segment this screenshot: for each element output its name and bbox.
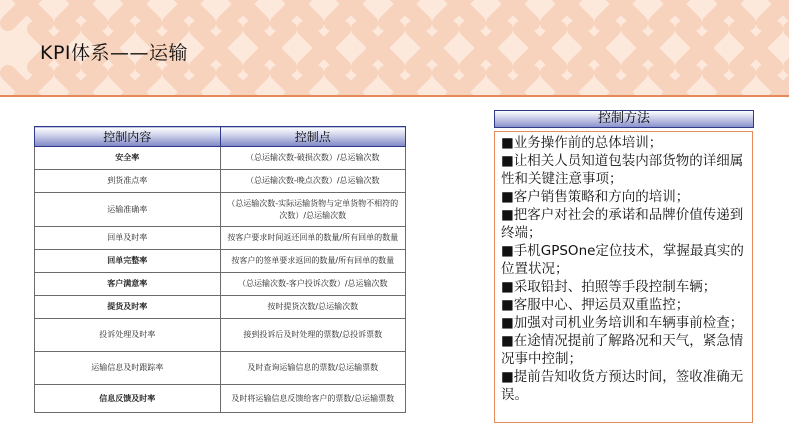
row-point: 及时查询运输信息的票数/总运输票数 [220,352,406,385]
method-item [501,296,749,314]
method-text: 客服中心、押运员双重监控； [513,297,690,313]
bullet-icon: ■ [501,297,514,313]
method-text: 采取铅封、拍照等手段控制车辆； [513,279,717,295]
column-header-content: 控制内容 [35,127,221,147]
method-item [501,332,749,368]
table-header-row [35,127,406,147]
row-name: 投诉处理及时率 [35,319,221,352]
row-name: 到货准点率 [35,170,221,193]
method-text: 在途情况提前了解路况和天气，紧急情况事中控制； [501,333,744,367]
row-name: 提货及时率 [35,296,221,319]
row-point: 按时提货次数/总运输次数 [220,296,406,319]
row-point: 按客户的签单要求返回的数量/所有回单的数量 [220,250,406,273]
bullet-icon: ■ [501,279,514,295]
kpi-table [34,126,406,413]
method-item [501,152,749,188]
table-row [35,147,406,170]
table-row [35,385,406,413]
table-row [35,273,406,296]
method-item [501,188,749,206]
bullet-icon: ■ [501,135,514,151]
table-row [35,319,406,352]
column-header-point: 控制点 [220,127,406,147]
method-item [501,278,749,296]
row-point: （总运输次数-晚点次数）/总运输次数 [220,170,406,193]
method-item [501,368,749,404]
table-row [35,227,406,250]
method-text: 加强对司机业务培训和车辆事前检查； [513,315,744,331]
methods-title: 控制方法 [494,110,754,128]
row-point: 及时将运输信息反馈给客户的票数/总运输票数 [220,385,406,413]
method-item [501,314,749,332]
row-name: 信息反馈及时率 [35,385,221,413]
method-text: 把客户对社会的承诺和品牌价值传递到终端； [501,207,744,241]
row-point: （总运输次数-客户投诉次数）/总运输次数 [220,273,406,296]
header-divider [0,95,789,97]
table-row [35,296,406,319]
method-text: 提前告知收货方预达时间，签收准确无误。 [501,369,744,403]
method-item [501,242,749,278]
method-item [501,206,749,242]
method-text: 手机GPSOne定位技术，掌握最真实的位置状况； [501,243,744,277]
method-text: 业务操作前的总体培训； [513,135,663,151]
table-row [35,352,406,385]
method-text: 让相关人员知道包装内部货物的详细属性和关键注意事项； [501,153,744,187]
table-row [35,250,406,273]
row-name: 安全率 [35,147,221,170]
row-name: 客户满意率 [35,273,221,296]
slide-title: KPI体系——运输 [40,42,189,64]
row-point: 按客户要求时间返还回单的数量/所有回单的数量 [220,227,406,250]
row-name: 运输信息及时跟踪率 [35,352,221,385]
bullet-icon: ■ [501,189,514,205]
table-row [35,193,406,227]
bullet-icon: ■ [501,243,514,259]
bullet-icon: ■ [501,153,514,169]
row-point: 接到投诉后及时处理的票数/总投诉票数 [220,319,406,352]
row-point: （总运输次数-破损次数）/总运输次数 [220,147,406,170]
table-row [35,170,406,193]
method-item [501,134,749,152]
bullet-icon: ■ [501,369,514,385]
bullet-icon: ■ [501,333,514,349]
row-name: 回单完整率 [35,250,221,273]
bullet-icon: ■ [501,207,514,223]
method-text: 客户销售策略和方向的培训； [513,189,690,205]
row-name: 回单及时率 [35,227,221,250]
row-name: 运输准确率 [35,193,221,227]
row-point: （总运输次数-实际运输货物与定单货物不相符的次数）/总运输次数 [220,193,406,227]
bullet-icon: ■ [501,315,514,331]
methods-list [494,131,753,423]
